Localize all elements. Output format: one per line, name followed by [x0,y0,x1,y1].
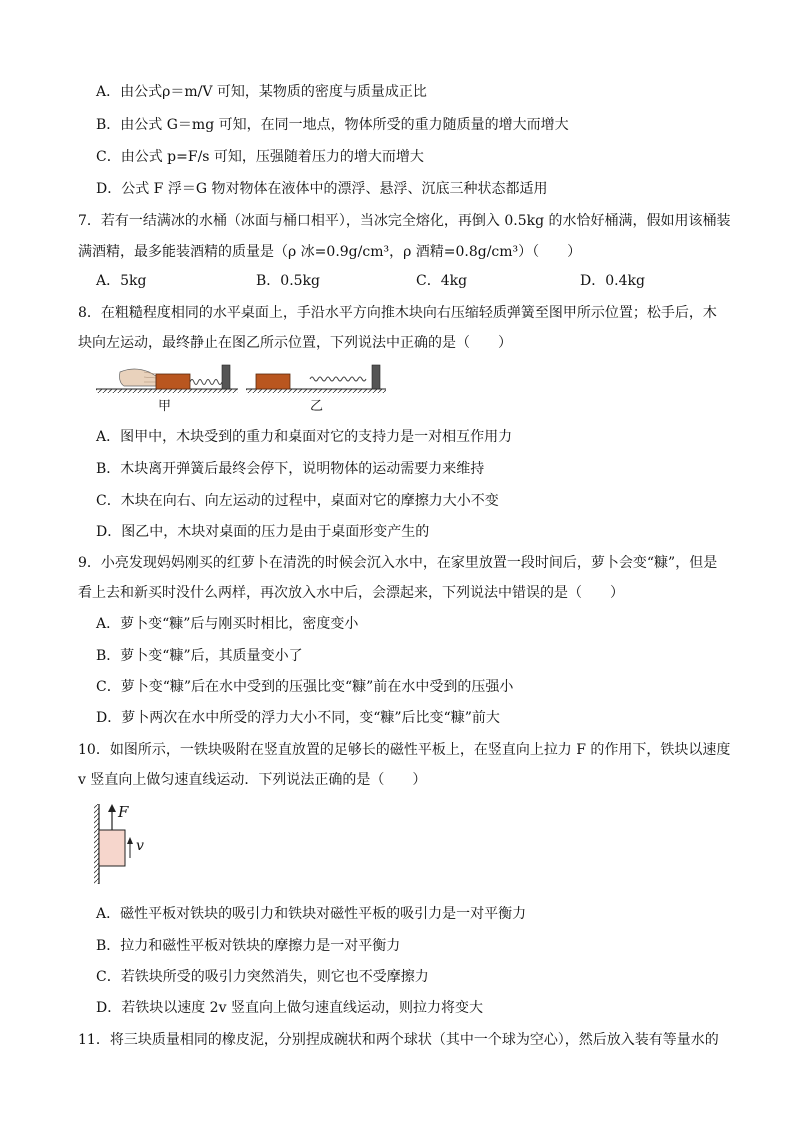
q6-option-b: B．由公式 G＝mg 可知，在同一地点，物体所受的重力随质量的增大而增大 [96,117,569,133]
q7-option-b: B．0.5kg [256,273,320,289]
q8-option-c: C．木块在向右、向左运动的过程中，桌面对它的摩擦力大小不变 [96,493,499,509]
q10-figure-label-f: F [118,803,129,821]
q6-option-c: C．由公式 p=F/s 可知，压强随着压力的增大而增大 [96,149,424,165]
q7-option-a: A．5kg [96,273,147,289]
q10-figure-label-v: v [136,838,144,854]
q6-option-a: A．由公式ρ＝m/V 可知，某物质的密度与质量成正比 [96,84,427,100]
figure-b [246,365,386,393]
q9-option-c: C．萝卜变“糠”后在水中受到的压强比变“糠”前在水中受到的压强小 [96,679,514,695]
q10-stem-line-1: 10．如图所示，一铁块吸附在竖直放置的足够长的磁性平板上，在竖直向上拉力 F 的作用下，铁块以速度 [78,742,731,758]
q8-option-d: D．图乙中，木块对桌面的压力是由于桌面形变产生的 [96,524,430,540]
q9-option-d: D．萝卜两次在水中所受的浮力大小不同，变“糠”后比变“糠”前大 [96,710,500,726]
q9-stem-line-1: 9．小亮发现妈妈刚买的红萝卜在清洗的时候会沉入水中，在家里放置一段时间后，萝卜会变“糠”，但是 [78,555,718,571]
iron-block [99,830,125,866]
wall-a [222,365,230,389]
q10-option-d: D．若铁块以速度 2v 竖直向上做匀速直线运动，则拉力将变大 [96,1000,483,1016]
wood-block-a [156,374,190,389]
q8-option-b: B．木块离开弹簧后最终会停下，说明物体的运动需要力来维持 [96,461,485,477]
table-surface-a [96,389,238,393]
q6-option-d: D．公式 F 浮＝G 物对物体在液体中的漂浮、悬浮、沉底三种状态都适用 [96,181,548,197]
arrow-up-icon [127,837,133,844]
q8-option-a: A．图甲中，木块受到的重力和桌面对它的支持力是一对相互作用力 [96,429,513,445]
q8-figure [94,362,394,414]
q9-stem-line-2: 看上去和新买时没什么两样，再次放入水中后，会漂起来，下列说法中错误的是（ ） [78,585,624,601]
wood-block-b [256,374,290,389]
spring-relaxed [310,377,366,381]
q8-figure-label-b: 乙 [310,399,324,414]
q7-stem-line-2: 满酒精，最多能装酒精的质量是（ρ 冰=0.9g/cm³，ρ 酒精=0.8g/cm³）（ ） [78,244,582,260]
table-surface-b [246,389,386,393]
q10-option-b: B．拉力和磁性平板对铁块的摩擦力是一对平衡力 [96,938,401,954]
wall-b [372,365,380,389]
q8-stem-line-2: 块向左运动，最终静止在图乙所示位置，下列说法中正确的是（ ） [78,335,512,351]
magnetic-plate-hatch [94,804,99,884]
q7-stem-line-1: 7．若有一结满冰的水桶（冰面与桶口相平），当冰完全熔化，再倒入 0.5kg 的水恰好桶满，假如用该桶装 [78,213,731,229]
q7-option-d: D．0.4kg [580,273,645,289]
spring-compressed [190,380,222,385]
q11-stem-line-1: 11．将三块质量相同的橡皮泥，分别捏成碗状和两个球状（其中一个球为空心），然后放入装有等量水的 [78,1032,719,1048]
q8-stem-line-1: 8．在粗糙程度相同的水平桌面上，手沿水平方向推木块向右压缩轻质弹簧至图甲所示位置；松手后，木 [78,305,717,321]
q8-figure-label-a: 甲 [158,399,172,414]
q7-option-c: C．4kg [416,273,468,289]
q10-stem-line-2: v 竖直向上做匀速直线运动．下列说法正确的是（ ） [78,772,427,788]
q10-option-c: C．若铁块所受的吸引力突然消失，则它也不受摩擦力 [96,969,429,985]
arrow-up-icon [108,804,116,812]
figure-a [96,365,238,393]
q9-option-b: B．萝卜变“糠”后，其质量变小了 [96,648,303,664]
q9-option-a: A．萝卜变“糠”后与刚买时相比，密度变小 [96,616,359,632]
q10-option-a: A．磁性平板对铁块的吸引力和铁块对磁性平板的吸引力是一对平衡力 [96,906,527,922]
